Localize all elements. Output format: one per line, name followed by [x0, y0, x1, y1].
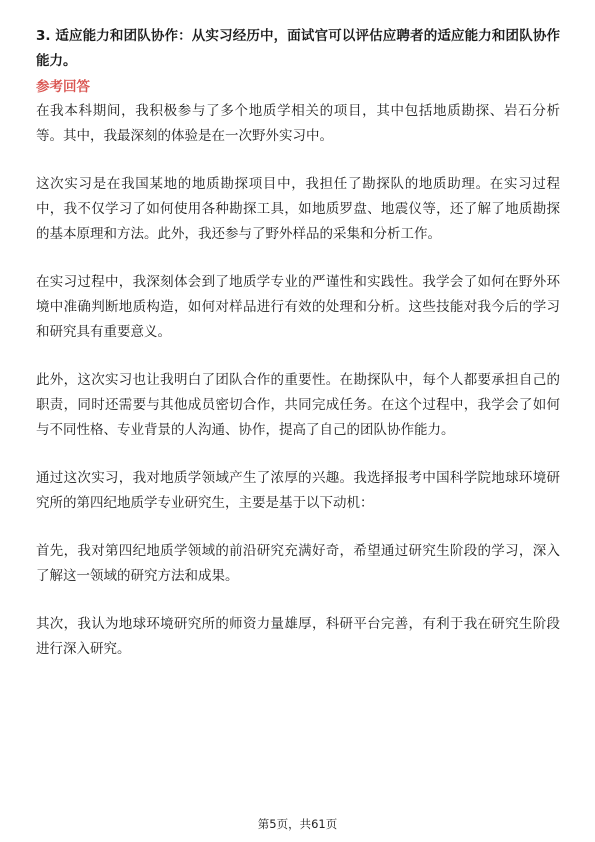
- answer-paragraph-3: 在实习过程中，我深刻体会到了地质学专业的严谨性和实践性。我学会了如何在野外环境中准确判断地质构造，如何对样品进行有效的处理和分析。这些技能对我今后的学习和研究具有重要意义。: [36, 274, 560, 340]
- question-text: 3. 适应能力和团队协作：从实习经历中，面试官可以评估应聘者的适应能力和团队协作能力。: [36, 28, 560, 69]
- answer-paragraph-4: 此外，这次实习也让我明白了团队合作的重要性。在勘探队中，每个人都要承担自己的职责，同时还需要与其他成员密切合作，共同完成任务。在这个过程中，我学会了如何与不同性格、专业背景的人沟通、协作，提高了自己的团队协作能力。: [36, 372, 560, 438]
- reference-answer-label: 参考回答: [36, 79, 90, 95]
- document-body: [36, 24, 560, 662]
- answer-paragraph-2: 这次实习是在我国某地的地质勘探项目中，我担任了勘探队的地质助理。在实习过程中，我不仅学习了如何使用各种勘探工具，如地质罗盘、地震仪等，还了解了地质勘探的基本原理和方法。此外，我还参与了野外样品的采集和分析工作。: [36, 176, 560, 242]
- answer-paragraph-1: 在我本科期间，我积极参与了多个地质学相关的项目，其中包括地质勘探、岩石分析等。其中，我最深刻的体验是在一次野外实习中。: [36, 103, 560, 144]
- page-number-footer: 第5页，共61页: [257, 817, 338, 831]
- answer-paragraph-7: 其次，我认为地球环境研究所的师资力量雄厚，科研平台完善，有利于我在研究生阶段进行深入研究。: [36, 616, 560, 657]
- answer-paragraph-5: 通过这次实习，我对地质学领域产生了浓厚的兴趣。我选择报考中国科学院地球环境研究所的第四纪地质学专业研究生，主要是基于以下动机：: [36, 470, 560, 511]
- answer-paragraph-6: 首先，我对第四纪地质学领域的前沿研究充满好奇，希望通过研究生阶段的学习，深入了解这一领域的研究方法和成果。: [36, 543, 560, 584]
